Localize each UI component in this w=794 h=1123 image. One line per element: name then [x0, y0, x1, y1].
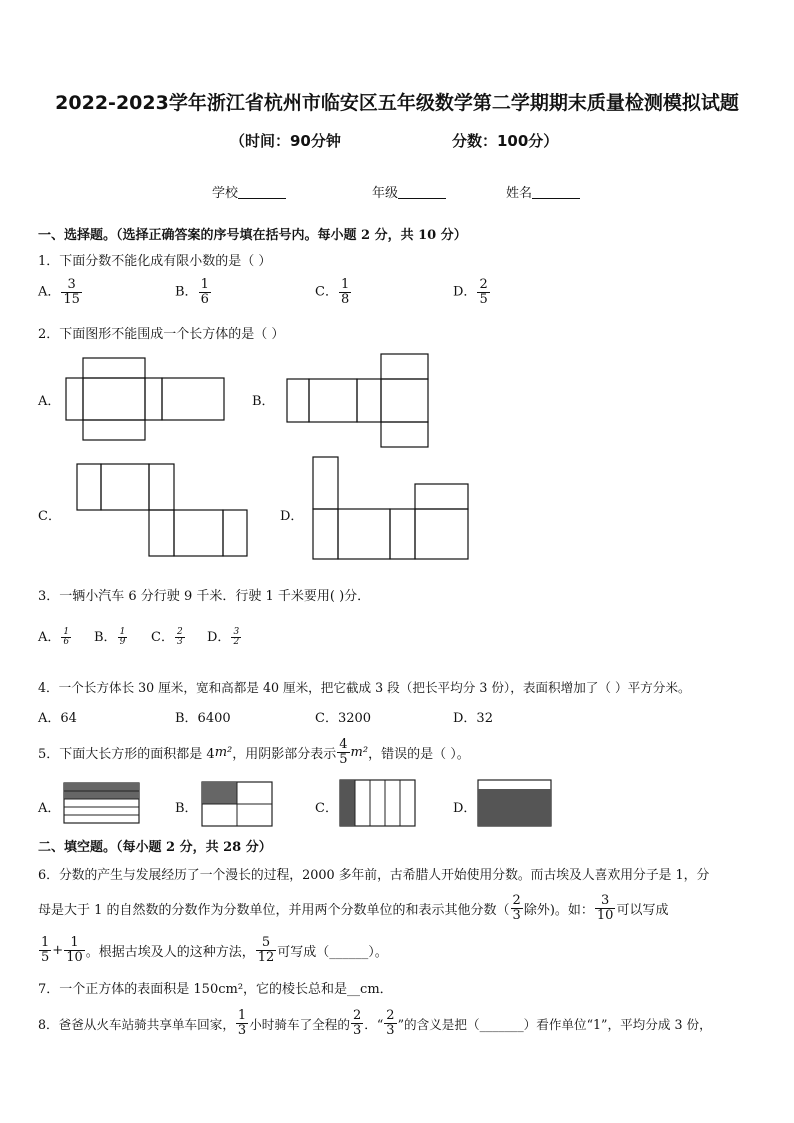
- fraction: [595, 894, 616, 922]
- q5-label-b[interactable]: B．: [175, 801, 198, 816]
- numerator: 2: [352, 1007, 362, 1023]
- q5-text-b: ，用阴影部分表示: [232, 746, 337, 762]
- fraction: [511, 894, 523, 922]
- denominator: 10: [596, 907, 614, 923]
- q5-label-d[interactable]: D．: [453, 801, 477, 816]
- q4-option-c[interactable]: C．3200: [315, 711, 372, 726]
- numerator: 2: [386, 1007, 395, 1023]
- fraction: [236, 1009, 248, 1037]
- numerator: 4: [339, 736, 348, 752]
- question-6-line-1: 6．分数的产生与发展经历了一个漫长的过程，2000 多年前，古希腊人开始使用分数。而古埃及人喜欢用分子是 1，分: [38, 868, 710, 883]
- q8-text: 小时骑车了全程的: [249, 1016, 350, 1032]
- denominator: 15: [63, 291, 80, 307]
- denominator: 8: [340, 291, 350, 307]
- q5-label-a[interactable]: A．: [38, 801, 61, 816]
- rect-d: [478, 780, 551, 826]
- q8-text: ”的含义是把（_______）看作单位“1”，平均分成 3 份，: [397, 1016, 712, 1032]
- q6-text: 母是大于 1 的自然数的分数作为分数单位，并用两个分数单位的和表示其他分数（: [38, 902, 510, 918]
- q4-option-b[interactable]: B．6400: [175, 711, 231, 726]
- denominator: 3: [176, 637, 183, 647]
- question-4: 4．一个长方体长 30 厘米，宽和高都是 40 厘米，把它截成 3 段（把长平均分 3 份），表面积增加了（ ）平方分米。: [38, 680, 691, 695]
- question-2: 2．下面图形不能围成一个长方体的是（ ）: [38, 327, 285, 342]
- numerator: 1: [41, 934, 50, 950]
- numerator: 1: [63, 626, 70, 637]
- option-label: B．: [175, 284, 198, 300]
- q5-text-a: 5．下面大长方形的面积都是 4: [38, 746, 215, 762]
- question-1: 1．下面分数不能化成有限小数的是（ ）: [38, 254, 272, 269]
- page-title: 2022-2023学年浙江省杭州市临安区五年级数学第二学期期末质量检测模拟试题: [55, 92, 739, 114]
- numerator: 1: [200, 277, 209, 292]
- denominator: 5: [339, 751, 348, 767]
- unit: m²: [350, 744, 369, 760]
- question-8: [38, 1003, 712, 1043]
- q2-label-a[interactable]: A．: [38, 394, 61, 409]
- denominator: 6: [63, 637, 70, 647]
- rect-c: [340, 780, 415, 826]
- denominator: 3: [512, 907, 521, 923]
- denominator: 10: [66, 949, 83, 965]
- denominator: 3: [352, 1022, 362, 1038]
- fraction: [351, 1009, 363, 1037]
- numerator: 3: [67, 277, 76, 292]
- fraction: [64, 936, 85, 964]
- fraction: [256, 936, 277, 964]
- unit: m²: [214, 744, 233, 760]
- option-label: D．: [207, 630, 231, 645]
- q8-text: ．“: [364, 1016, 384, 1032]
- numerator: 3: [601, 892, 610, 908]
- numerator: 1: [340, 277, 350, 292]
- denominator: 3: [237, 1022, 247, 1038]
- plus-sign: +: [52, 942, 64, 958]
- section-1-heading: 一、选择题。（选择正确答案的序号填在括号内。每小题 2 分，共 10 分）: [38, 228, 467, 243]
- question-6-line-3: [38, 930, 388, 970]
- numerator: 1: [70, 934, 79, 950]
- q5-text-c: ，错误的是（ ）。: [368, 746, 470, 762]
- grade-label: 年级: [372, 186, 399, 201]
- rect-a: [64, 783, 139, 823]
- section-2-heading: 二、填空题。（每小题 2 分，共 28 分）: [38, 840, 272, 855]
- exam-time: （时间：90分钟: [230, 132, 341, 150]
- numerator: 2: [479, 277, 488, 292]
- option-label: A．: [38, 630, 61, 645]
- numerator: 5: [261, 934, 271, 950]
- denominator: 3: [386, 1022, 395, 1038]
- question-3: 3．一辆小汽车 6 分行驶 9 千米．行驶 1 千米要用( )分．: [38, 589, 371, 604]
- denominator: 12: [257, 949, 275, 965]
- q6-text: 可以写成: [616, 902, 669, 918]
- numerator: 3: [233, 626, 240, 637]
- fraction: [384, 1009, 396, 1037]
- numerator: 1: [237, 1007, 247, 1023]
- option-label: B．: [94, 630, 117, 645]
- exam-score: 分数：100分）: [452, 132, 559, 150]
- option-label: C．: [315, 284, 338, 300]
- fraction: [39, 936, 51, 964]
- denominator: 5: [41, 949, 50, 965]
- q4-option-a[interactable]: A．64: [38, 711, 77, 726]
- q2-label-d[interactable]: D．: [280, 509, 304, 524]
- q8-text: 8．爸爸从火车站骑共享单车回家，: [38, 1016, 235, 1032]
- q2-label-b[interactable]: B．: [252, 394, 275, 409]
- option-label: D．: [453, 284, 477, 300]
- denominator: 9: [119, 637, 126, 647]
- denominator: 5: [479, 291, 488, 307]
- q4-option-d[interactable]: D．32: [453, 711, 493, 726]
- numerator: 2: [176, 626, 183, 637]
- question-7: 7．一个正方体的表面积是 150cm²，它的棱长总和是__cm．: [38, 982, 393, 997]
- name-label: 姓名: [506, 186, 533, 201]
- denominator: 2: [233, 637, 240, 647]
- q6-text: 除外)。如：: [523, 902, 594, 918]
- option-label: C．: [151, 630, 174, 645]
- rect-b: [202, 782, 272, 826]
- q6-text: 。根据古埃及人的这种方法，: [85, 944, 255, 960]
- q6-text: 可写成（______）。: [277, 944, 388, 960]
- numerator: 2: [512, 892, 521, 908]
- option-label: A．: [38, 284, 61, 300]
- school-label: 学校: [212, 186, 239, 201]
- q5-label-c[interactable]: C．: [315, 801, 338, 816]
- question-6-line-2: [38, 888, 668, 928]
- numerator: 1: [119, 626, 126, 637]
- q2-label-c[interactable]: C．: [38, 509, 61, 524]
- denominator: 6: [200, 291, 209, 307]
